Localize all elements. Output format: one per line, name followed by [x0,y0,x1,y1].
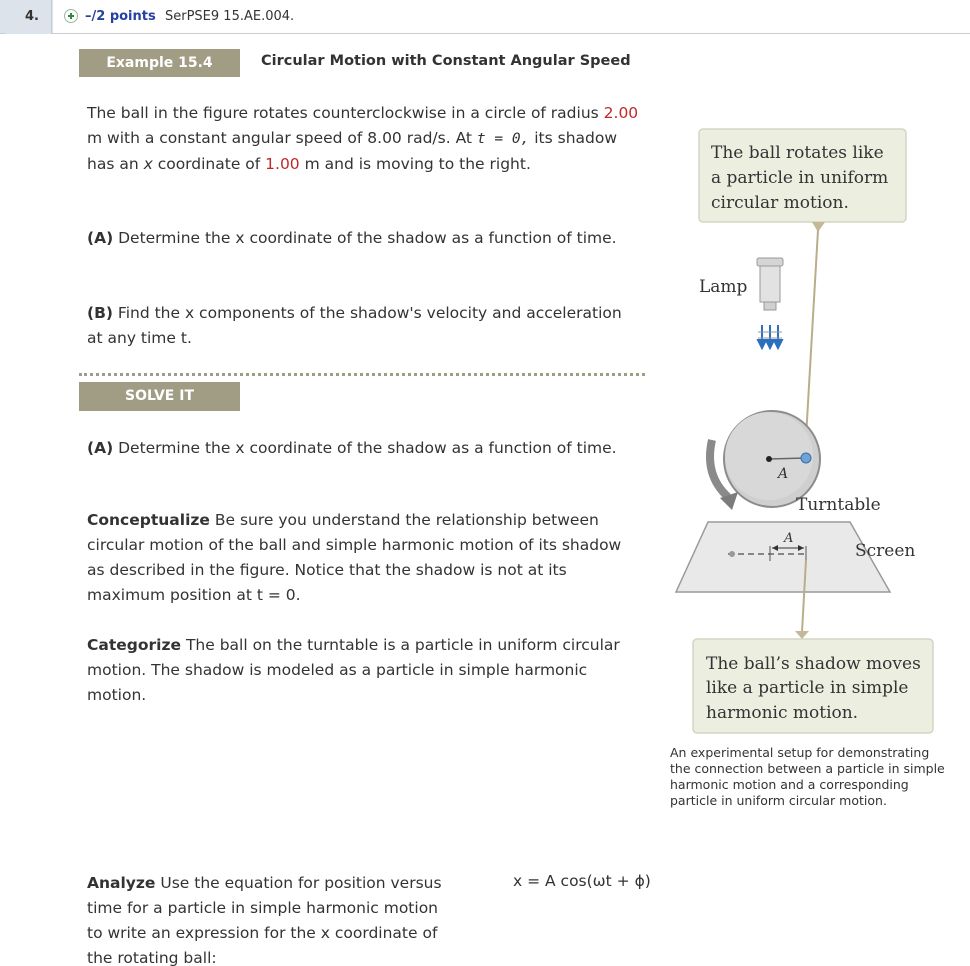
callout-top-line1: The ball rotates like [711,143,884,163]
light-rays-icon [758,325,782,348]
turntable-label: Turntable [796,495,881,515]
turntable-disc [724,411,820,507]
callout-bottom-line3: harmonic motion. [706,703,859,723]
callout-top-line3: circular motion. [711,193,849,213]
radius-label-a: A [778,466,789,482]
screen-label: Screen [855,541,916,561]
points-label: –/2 points [85,9,156,24]
conceptualize-paragraph: Conceptualize Be sure you understand the relationship between circular motion of the ball and simple harmonic motion of its shadow as described in the figure. Notice that the shadow is not at its maximum position at t = 0. [87,511,622,604]
figure-caption: An experimental setup for demonstrating the connection between a particle in simple harmonic motion and a corresponding particle in uniform circular motion. [670,745,945,808]
question-header [0,0,970,34]
example-title: Circular Motion with Constant Angular Speed [261,53,631,69]
categorize-paragraph: Categorize The ball on the turntable is a particle in uniform circular motion. The shadow is modeled as a particle in simple harmonic motion. [87,636,620,704]
callout-top-line2: a particle in uniform [711,168,889,188]
question-info-bar [53,0,970,34]
radius-value: 2.00 [603,104,639,122]
lamp-icon [757,258,783,310]
amplitude-label-a: A [784,531,794,546]
analyze-paragraph: Analyze Use the equation for position versus time for a particle in simple harmonic motion to write an expression for the x coordinate of the rotating ball: [87,874,442,966]
x0-value: 1.00 [265,155,300,173]
question-code: SerPSE9 15.AE.004. [165,9,295,24]
problem-statement: The ball in the figure rotates counterclockwise in a circle of radius 2.00 m with a constant angular speed of 8.00 rad/s. At t = 0, its shadow has an x coordinate of 1.00 m and is moving to the right. [87,104,639,173]
part-a-question: (A) Determine the x coordinate of the shadow as a function of time. [87,229,617,247]
expand-plus-icon[interactable] [64,9,78,23]
position-formula: x = A cos(ωt + ϕ) [513,872,651,890]
question-number: 4. [5,0,52,34]
example-tab: Example 15.4 [79,49,240,77]
callout-bottom-line1: The ball’s shadow moves [706,654,921,674]
part-b-question: (B) Find the x components of the shadow's velocity and acceleration at any time t. [87,304,622,347]
solve-it-tab: SOLVE IT [79,382,240,411]
callout-bottom-line2: like a particle in simple [706,678,909,698]
lamp-label: Lamp [699,277,748,297]
solve-part-a: (A) Determine the x coordinate of the shadow as a function of time. [87,439,617,457]
section-divider [79,373,645,377]
experiment-figure [660,120,960,740]
